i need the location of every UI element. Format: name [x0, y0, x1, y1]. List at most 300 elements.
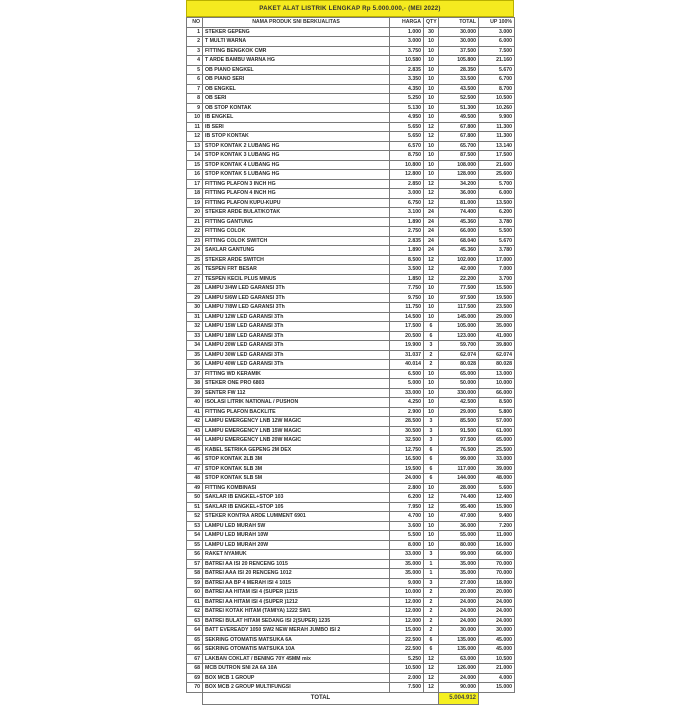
row-up: 3.780 [479, 217, 515, 227]
row-harga: 3.000 [390, 37, 424, 47]
row-qty: 10 [424, 512, 439, 522]
row-total: 74.400 [439, 208, 479, 218]
row-up: 21.160 [479, 56, 515, 66]
row-product-name: RAKET NYAMUK [203, 550, 390, 560]
row-qty: 12 [424, 493, 439, 503]
table-row [187, 455, 515, 465]
row-harga: 12.800 [390, 170, 424, 180]
row-harga: 3.600 [390, 521, 424, 531]
table-row [187, 350, 515, 360]
table-row [187, 616, 515, 626]
table-row [187, 303, 515, 313]
table-row [187, 65, 515, 75]
row-harga: 11.750 [390, 303, 424, 313]
row-up: 9.900 [479, 113, 515, 123]
row-no: 50 [187, 493, 203, 503]
row-up: 8.700 [479, 84, 515, 94]
row-harga: 6.200 [390, 493, 424, 503]
row-up: 66.000 [479, 388, 515, 398]
table-row [187, 151, 515, 161]
row-qty: 6 [424, 322, 439, 332]
row-no: 34 [187, 341, 203, 351]
row-harga: 2.835 [390, 236, 424, 246]
row-total: 99.000 [439, 455, 479, 465]
row-total: 30.000 [439, 626, 479, 636]
row-up: 25.500 [479, 445, 515, 455]
row-qty: 12 [424, 265, 439, 275]
row-product-name: STOP KONTAK 5LB 5M [203, 474, 390, 484]
row-harga: 33.000 [390, 550, 424, 560]
row-no: 12 [187, 132, 203, 142]
row-product-name: ISOLASI LITRIK NATIONAL / PUSHON [203, 398, 390, 408]
row-up: 70.000 [479, 559, 515, 569]
row-harga: 9.750 [390, 293, 424, 303]
row-harga: 8.000 [390, 540, 424, 550]
row-product-name: STOP KONTAK 5LB 3M [203, 464, 390, 474]
table-row [187, 512, 515, 522]
table-row [187, 341, 515, 351]
row-product-name: FITTING GANTUNG [203, 217, 390, 227]
table-row [187, 483, 515, 493]
row-product-name: FITTING PLAFON BACKLITE [203, 407, 390, 417]
row-up: 24.000 [479, 607, 515, 617]
row-harga: 2.835 [390, 65, 424, 75]
table-row [187, 94, 515, 104]
row-qty: 12 [424, 132, 439, 142]
row-no: 4 [187, 56, 203, 66]
row-harga: 16.500 [390, 455, 424, 465]
row-no: 30 [187, 303, 203, 313]
row-harga: 12.000 [390, 607, 424, 617]
row-harga: 10.580 [390, 56, 424, 66]
row-up: 7.200 [479, 521, 515, 531]
row-up: 5.500 [479, 227, 515, 237]
row-qty: 6 [424, 645, 439, 655]
table-row [187, 246, 515, 256]
row-no: 39 [187, 388, 203, 398]
row-total: 42.500 [439, 398, 479, 408]
row-product-name: LAMPU LED MURAH 10W [203, 531, 390, 541]
row-product-name: BATT EVEREADY 1050 SW2 NEW MERAH JUMBO ISI 2 [203, 626, 390, 636]
row-product-name: STEKER ARDE SWITCH [203, 255, 390, 265]
row-product-name: STOP KONTAK 2 LUBANG HG [203, 141, 390, 151]
row-harga: 4.250 [390, 398, 424, 408]
row-total: 97.500 [439, 436, 479, 446]
row-up: 29.000 [479, 312, 515, 322]
row-up: 30.000 [479, 626, 515, 636]
row-product-name: FITTING PLAFON 4 INCH HG [203, 189, 390, 199]
row-qty: 10 [424, 113, 439, 123]
row-qty: 12 [424, 673, 439, 683]
row-total: 47.000 [439, 512, 479, 522]
table-row [187, 673, 515, 683]
table-row [187, 540, 515, 550]
table-row [187, 227, 515, 237]
row-up: 8.500 [479, 398, 515, 408]
row-no: 46 [187, 455, 203, 465]
table-row [187, 578, 515, 588]
row-no: 43 [187, 426, 203, 436]
row-qty: 10 [424, 388, 439, 398]
row-no: 47 [187, 464, 203, 474]
row-product-name: BOX MCB 2 GROUP MULTIFUNGSI [203, 683, 390, 693]
row-total: 77.500 [439, 284, 479, 294]
row-qty: 2 [424, 588, 439, 598]
row-up: 10.500 [479, 94, 515, 104]
row-harga: 5.250 [390, 654, 424, 664]
row-up: 45.000 [479, 635, 515, 645]
row-harga: 19.900 [390, 341, 424, 351]
row-product-name: FITTING BENGKOK CMR [203, 46, 390, 56]
row-product-name: LAMPU EMERGENCY LNB 12W MAGIC [203, 417, 390, 427]
row-product-name: BATREI AA HITAM ISI 4 (SUPER )1212 [203, 597, 390, 607]
row-product-name: BATREI AA ISI 20 RENCENG 1015 [203, 559, 390, 569]
table-row [187, 265, 515, 275]
row-harga: 12.000 [390, 616, 424, 626]
row-harga: 22.500 [390, 645, 424, 655]
row-product-name: LAMPU 5/6W LED GARANSI 3Th [203, 293, 390, 303]
table-row [187, 103, 515, 113]
row-qty: 2 [424, 597, 439, 607]
row-no: 69 [187, 673, 203, 683]
row-up: 6.000 [479, 37, 515, 47]
row-harga: 4.350 [390, 84, 424, 94]
row-no: 29 [187, 293, 203, 303]
row-product-name: STOP KONTAK 5 LUBANG HG [203, 170, 390, 180]
row-total: 36.000 [439, 189, 479, 199]
row-up: 15.000 [479, 683, 515, 693]
row-harga: 22.500 [390, 635, 424, 645]
row-harga: 4.700 [390, 512, 424, 522]
sheet-title: PAKET ALAT LISTRIK LENGKAP Rp 5.000.000,- (MEI 2022) [186, 0, 514, 17]
row-up: 33.000 [479, 455, 515, 465]
table-row [187, 493, 515, 503]
row-total: 105.000 [439, 322, 479, 332]
row-product-name: BATREI AAA ISI 20 RENCENG 1012 [203, 569, 390, 579]
row-qty: 3 [424, 417, 439, 427]
row-total: 74.400 [439, 493, 479, 503]
row-harga: 5.650 [390, 132, 424, 142]
row-qty: 24 [424, 246, 439, 256]
row-harga: 1.000 [390, 27, 424, 37]
row-no: 48 [187, 474, 203, 484]
row-no: 7 [187, 84, 203, 94]
row-no: 28 [187, 284, 203, 294]
row-qty: 2 [424, 616, 439, 626]
row-no: 42 [187, 417, 203, 427]
row-qty: 12 [424, 274, 439, 284]
row-qty: 10 [424, 312, 439, 322]
row-qty: 6 [424, 455, 439, 465]
row-harga: 6.570 [390, 141, 424, 151]
table-row [187, 75, 515, 85]
row-up: 57.000 [479, 417, 515, 427]
row-no: 25 [187, 255, 203, 265]
row-up: 6.700 [479, 75, 515, 85]
table-row [187, 445, 515, 455]
row-total: 126.000 [439, 664, 479, 674]
row-up: 11.000 [479, 531, 515, 541]
row-no: 14 [187, 151, 203, 161]
row-no: 15 [187, 160, 203, 170]
table-row [187, 407, 515, 417]
row-total: 55.000 [439, 531, 479, 541]
row-product-name: LAMPU LED MURAH 20W [203, 540, 390, 550]
table-row [187, 521, 515, 531]
row-product-name: LAMPU 3/4W LED GARANSI 3Th [203, 284, 390, 294]
row-total: 66.000 [439, 227, 479, 237]
table-row [187, 46, 515, 56]
table-row [187, 588, 515, 598]
row-total: 63.000 [439, 654, 479, 664]
total-spacer-right [479, 692, 515, 704]
row-up: 20.000 [479, 588, 515, 598]
table-row [187, 113, 515, 123]
row-total: 30.000 [439, 27, 479, 37]
row-qty: 3 [424, 550, 439, 560]
row-no: 44 [187, 436, 203, 446]
row-total: 37.500 [439, 46, 479, 56]
row-qty: 24 [424, 236, 439, 246]
total-row [187, 692, 515, 704]
row-product-name: MCB DUTRON SNI 2A 6A 10A [203, 664, 390, 674]
row-no: 51 [187, 502, 203, 512]
row-up: 13.000 [479, 369, 515, 379]
row-no: 58 [187, 569, 203, 579]
row-harga: 7.750 [390, 284, 424, 294]
row-harga: 2.800 [390, 483, 424, 493]
row-product-name: STOP KONTAK 2LB 3M [203, 455, 390, 465]
row-qty: 3 [424, 436, 439, 446]
row-qty: 10 [424, 103, 439, 113]
table-row [187, 474, 515, 484]
table-row [187, 559, 515, 569]
row-up: 5.670 [479, 65, 515, 75]
row-no: 17 [187, 179, 203, 189]
row-qty: 10 [424, 170, 439, 180]
table-row [187, 122, 515, 132]
row-harga: 28.500 [390, 417, 424, 427]
row-up: 13.140 [479, 141, 515, 151]
row-up: 24.000 [479, 597, 515, 607]
row-qty: 10 [424, 141, 439, 151]
table-row [187, 398, 515, 408]
table-row [187, 255, 515, 265]
row-harga: 2.000 [390, 673, 424, 683]
header-qty: QTY [424, 18, 439, 28]
row-product-name: FITTING COLOK SWITCH [203, 236, 390, 246]
row-no: 63 [187, 616, 203, 626]
row-total: 145.000 [439, 312, 479, 322]
row-product-name: BATREI AA BP 4 MERAH ISI 4 1015 [203, 578, 390, 588]
row-qty: 6 [424, 445, 439, 455]
row-product-name: FITTING KOMBINASI [203, 483, 390, 493]
row-qty: 6 [424, 474, 439, 484]
table-row [187, 322, 515, 332]
row-no: 10 [187, 113, 203, 123]
row-up: 21.600 [479, 160, 515, 170]
row-qty: 12 [424, 502, 439, 512]
row-harga: 2.850 [390, 179, 424, 189]
table-row [187, 132, 515, 142]
row-up: 3.700 [479, 274, 515, 284]
table-row [187, 369, 515, 379]
row-product-name: LAMPU EMERGENCY LNB 15W MAGIC [203, 426, 390, 436]
header-up: UP 100% [479, 18, 515, 28]
row-qty: 10 [424, 398, 439, 408]
row-harga: 7.950 [390, 502, 424, 512]
grand-total-value: 5.004.912 [439, 692, 479, 704]
row-up: 18.000 [479, 578, 515, 588]
row-product-name: FITTING WD KERAMIK [203, 369, 390, 379]
row-product-name: FITTING COLOK [203, 227, 390, 237]
row-total: 35.000 [439, 569, 479, 579]
price-sheet [186, 0, 514, 705]
row-up: 61.000 [479, 426, 515, 436]
row-harga: 4.950 [390, 113, 424, 123]
row-no: 66 [187, 645, 203, 655]
row-harga: 17.500 [390, 322, 424, 332]
row-total: 108.000 [439, 160, 479, 170]
row-harga: 35.000 [390, 559, 424, 569]
row-product-name: LAMPU 12W LED GARANSI 3Th [203, 312, 390, 322]
row-total: 80.028 [439, 360, 479, 370]
row-total: 24.000 [439, 673, 479, 683]
row-total: 90.000 [439, 683, 479, 693]
row-harga: 10.500 [390, 664, 424, 674]
row-no: 24 [187, 246, 203, 256]
row-no: 33 [187, 331, 203, 341]
row-up: 17.500 [479, 151, 515, 161]
row-total: 33.500 [439, 75, 479, 85]
table-row [187, 160, 515, 170]
row-product-name: SAKLAR GANTUNG [203, 246, 390, 256]
row-total: 45.360 [439, 217, 479, 227]
row-no: 32 [187, 322, 203, 332]
row-no: 21 [187, 217, 203, 227]
row-up: 11.300 [479, 122, 515, 132]
table-row [187, 141, 515, 151]
row-product-name: SEKRING OTOMATIS MATSUKA 10A [203, 645, 390, 655]
table-row [187, 597, 515, 607]
row-up: 5.670 [479, 236, 515, 246]
row-qty: 2 [424, 626, 439, 636]
row-up: 62.074 [479, 350, 515, 360]
row-total: 28.000 [439, 483, 479, 493]
row-total: 128.000 [439, 170, 479, 180]
row-total: 105.800 [439, 56, 479, 66]
row-harga: 40.014 [390, 360, 424, 370]
row-up: 19.500 [479, 293, 515, 303]
row-no: 2 [187, 37, 203, 47]
row-total: 52.500 [439, 94, 479, 104]
row-qty: 12 [424, 255, 439, 265]
table-row [187, 217, 515, 227]
row-qty: 10 [424, 46, 439, 56]
row-up: 24.000 [479, 616, 515, 626]
table-row [187, 208, 515, 218]
row-qty: 2 [424, 360, 439, 370]
table-row [187, 198, 515, 208]
row-product-name: SAKLAR IB ENGKEL+STOP 105 [203, 502, 390, 512]
table-row [187, 56, 515, 66]
row-qty: 2 [424, 350, 439, 360]
row-product-name: SENTER FW 112 [203, 388, 390, 398]
row-no: 68 [187, 664, 203, 674]
table-row [187, 550, 515, 560]
row-harga: 10.800 [390, 160, 424, 170]
row-up: 10.000 [479, 379, 515, 389]
row-qty: 10 [424, 37, 439, 47]
row-harga: 5.250 [390, 94, 424, 104]
row-qty: 1 [424, 559, 439, 569]
row-product-name: OB PIANO ENGKEL [203, 65, 390, 75]
row-harga: 5.500 [390, 531, 424, 541]
row-up: 11.300 [479, 132, 515, 142]
row-total: 91.500 [439, 426, 479, 436]
row-up: 3.780 [479, 246, 515, 256]
row-product-name: STEKER GEPENG [203, 27, 390, 37]
row-product-name: OB ENGKEL [203, 84, 390, 94]
row-up: 4.000 [479, 673, 515, 683]
row-qty: 10 [424, 521, 439, 531]
row-total: 95.400 [439, 502, 479, 512]
row-harga: 6.500 [390, 369, 424, 379]
table-row [187, 274, 515, 284]
row-qty: 10 [424, 379, 439, 389]
row-up: 3.000 [479, 27, 515, 37]
row-total: 43.500 [439, 84, 479, 94]
table-row [187, 635, 515, 645]
row-up: 10.260 [479, 103, 515, 113]
row-harga: 3.750 [390, 46, 424, 56]
row-no: 45 [187, 445, 203, 455]
row-qty: 12 [424, 122, 439, 132]
table-row [187, 426, 515, 436]
row-qty: 10 [424, 407, 439, 417]
row-no: 31 [187, 312, 203, 322]
row-total: 24.000 [439, 616, 479, 626]
row-qty: 6 [424, 464, 439, 474]
row-qty: 10 [424, 65, 439, 75]
row-up: 45.000 [479, 645, 515, 655]
table-row [187, 331, 515, 341]
row-no: 8 [187, 94, 203, 104]
row-up: 17.000 [479, 255, 515, 265]
row-qty: 10 [424, 531, 439, 541]
table-row [187, 284, 515, 294]
row-up: 7.500 [479, 46, 515, 56]
row-up: 21.000 [479, 664, 515, 674]
row-total: 330.000 [439, 388, 479, 398]
row-total: 135.000 [439, 635, 479, 645]
row-qty: 12 [424, 189, 439, 199]
row-qty: 10 [424, 75, 439, 85]
header-total: TOTAL [439, 18, 479, 28]
row-up: 35.000 [479, 322, 515, 332]
row-qty: 12 [424, 683, 439, 693]
row-up: 12.400 [479, 493, 515, 503]
row-total: 67.800 [439, 132, 479, 142]
row-total: 67.800 [439, 122, 479, 132]
table-row [187, 464, 515, 474]
table-row [187, 417, 515, 427]
row-up: 13.500 [479, 198, 515, 208]
row-harga: 1.890 [390, 246, 424, 256]
row-no: 37 [187, 369, 203, 379]
row-qty: 10 [424, 56, 439, 66]
row-total: 27.000 [439, 578, 479, 588]
